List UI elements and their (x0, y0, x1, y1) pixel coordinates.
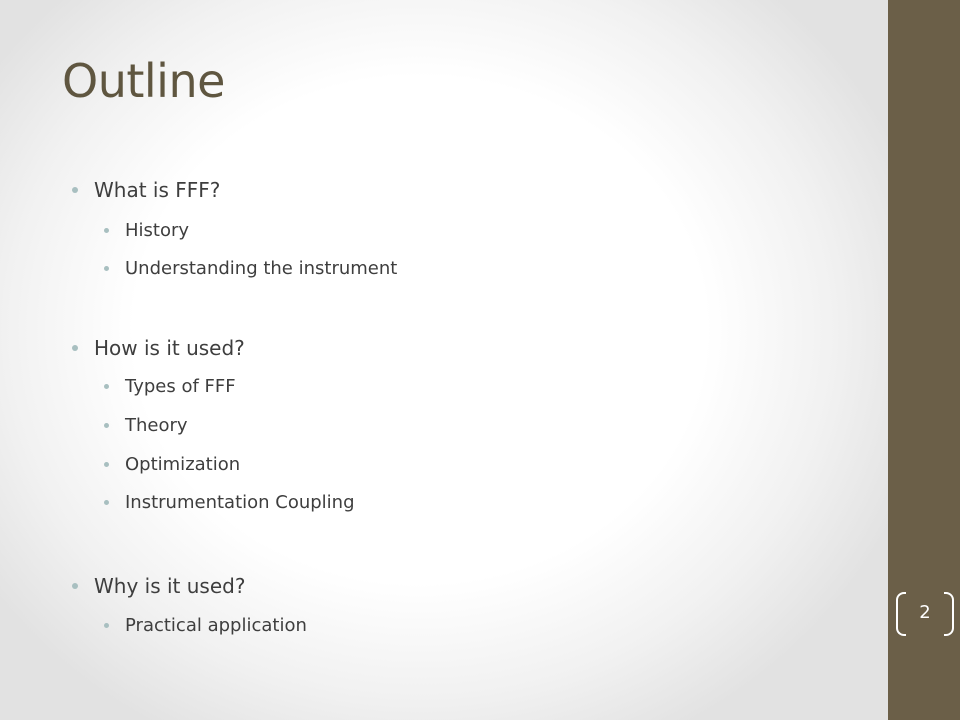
sub-bullet-text: Theory (125, 415, 188, 436)
sub-bullet-text: Understanding the instrument (125, 258, 398, 279)
sub-bullet-optimization (104, 454, 240, 475)
bullet-dot-icon (104, 623, 109, 628)
bullet-item-why-is-it-used (72, 574, 245, 598)
sub-bullet-theory (104, 415, 188, 436)
page-number: 2 (919, 602, 931, 623)
bullet-dot-icon (72, 187, 78, 193)
sub-bullet-text: Types of FFF (125, 376, 236, 397)
bullet-dot-icon (104, 384, 109, 389)
sub-bullet-history (104, 220, 189, 241)
sub-bullet-text: Optimization (125, 454, 241, 475)
sub-bullet-types-of-fff (104, 376, 236, 397)
bullet-item-how-is-it-used (72, 336, 245, 360)
sub-bullet-text: History (125, 220, 190, 241)
bullet-text: Why is it used? (94, 574, 246, 598)
bullet-dot-icon (104, 462, 109, 467)
bullet-text: What is FFF? (94, 178, 221, 202)
bullet-text: How is it used? (94, 336, 245, 360)
slide-title: Outline (62, 54, 225, 108)
bullet-dot-icon (104, 228, 109, 233)
sub-bullet-understanding-instrument (104, 258, 397, 279)
page-number-badge (896, 592, 954, 634)
sub-bullet-text: Practical application (125, 615, 307, 636)
sub-bullet-practical-application (104, 615, 307, 636)
bullet-dot-icon (104, 266, 109, 271)
bullet-dot-icon (72, 583, 78, 589)
sub-bullet-instrumentation-coupling (104, 492, 355, 513)
bullet-item-what-is-fff (72, 178, 220, 202)
bullet-dot-icon (104, 423, 109, 428)
sub-bullet-text: Instrumentation Coupling (125, 492, 355, 513)
bullet-dot-icon (104, 500, 109, 505)
bullet-dot-icon (72, 345, 78, 351)
